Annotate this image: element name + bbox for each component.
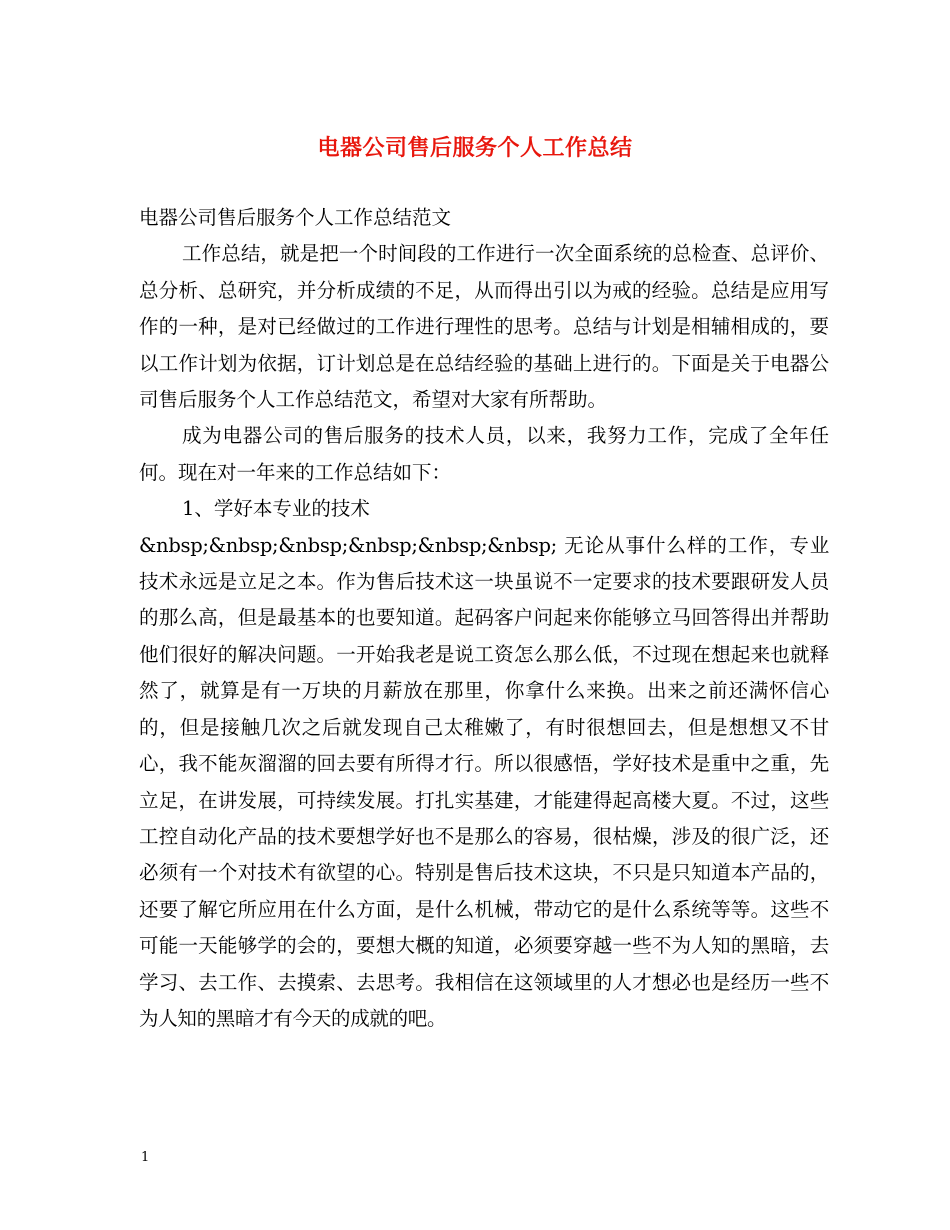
paragraph-summary-intro: 成为电器公司的售后服务的技术人员，以来，我努力工作，完成了全年任何。现在对一年来的工作总结如下： <box>139 424 829 484</box>
document-body <box>139 200 829 1037</box>
paragraph-intro: 工作总结，就是把一个时间段的工作进行一次全面系统的总检查、总评价、总分析、总研究，并分析成绩的不足，从而得出引以为戒的经验。总结是应用写作的一种，是对已经做过的工作进行理性的思考。总结与计划是相辅相成的，要以工作计划为依据，订计划总是在总结经验的基础上进行的。下面是关于电器公司售后服务个人工作总结范文，希望对大家有所帮助。 <box>139 242 829 412</box>
section-body: &nbsp;&nbsp;&nbsp;&nbsp;&nbsp;&nbsp; 无论从事什么样的工作，专业技术永远是立足之本。作为售后技术这一块虽说不一定要求的技术要跟研发人员的那么高，但是最基本的也要知道。起码客户问起来你能够立马回答得出并帮助他们很好的解决问题。一开始我老是说工资怎么那么低，不过现在想起来也就释然了，就算是有一万块的月薪放在那里，你拿什么来换。出来之前还满怀信心的，但是接触几次之后就发现自己太稚嫩了，有时很想回去，但是想想又不甘心，我不能灰溜溜的回去要有所得才行。所以很感悟，学好技术是重中之重，先立足，在讲发展，可持续发展。打扎实基建，才能建得起高楼大夏。不过，这些工控自动化产品的技术要想学好也不是那么的容易，很枯燥，涉及的很广泛，还必须有一个对技术有欲望的心。特别是售后技术这块，不只是只知道本产品的，还要了解它所应用在什么方面，是什么机械，带动它的是什么系统等等。这些不可能一天能够学的会的，要想大概的知道，必须要穿越一些不为人知的黑暗，去学习、去工作、去摸索、去思考。我相信在这领域里的人才想必也是经历一些不为人知的黑暗才有今天的成就的吧。 <box>139 533 829 1030</box>
page-number: 1 <box>141 1150 150 1165</box>
document-title: 电器公司售后服务个人工作总结 <box>317 135 633 161</box>
section-heading: 1、学好本专业的技术 <box>182 497 370 521</box>
document-subtitle: 电器公司售后服务个人工作总结范文 <box>139 206 452 229</box>
